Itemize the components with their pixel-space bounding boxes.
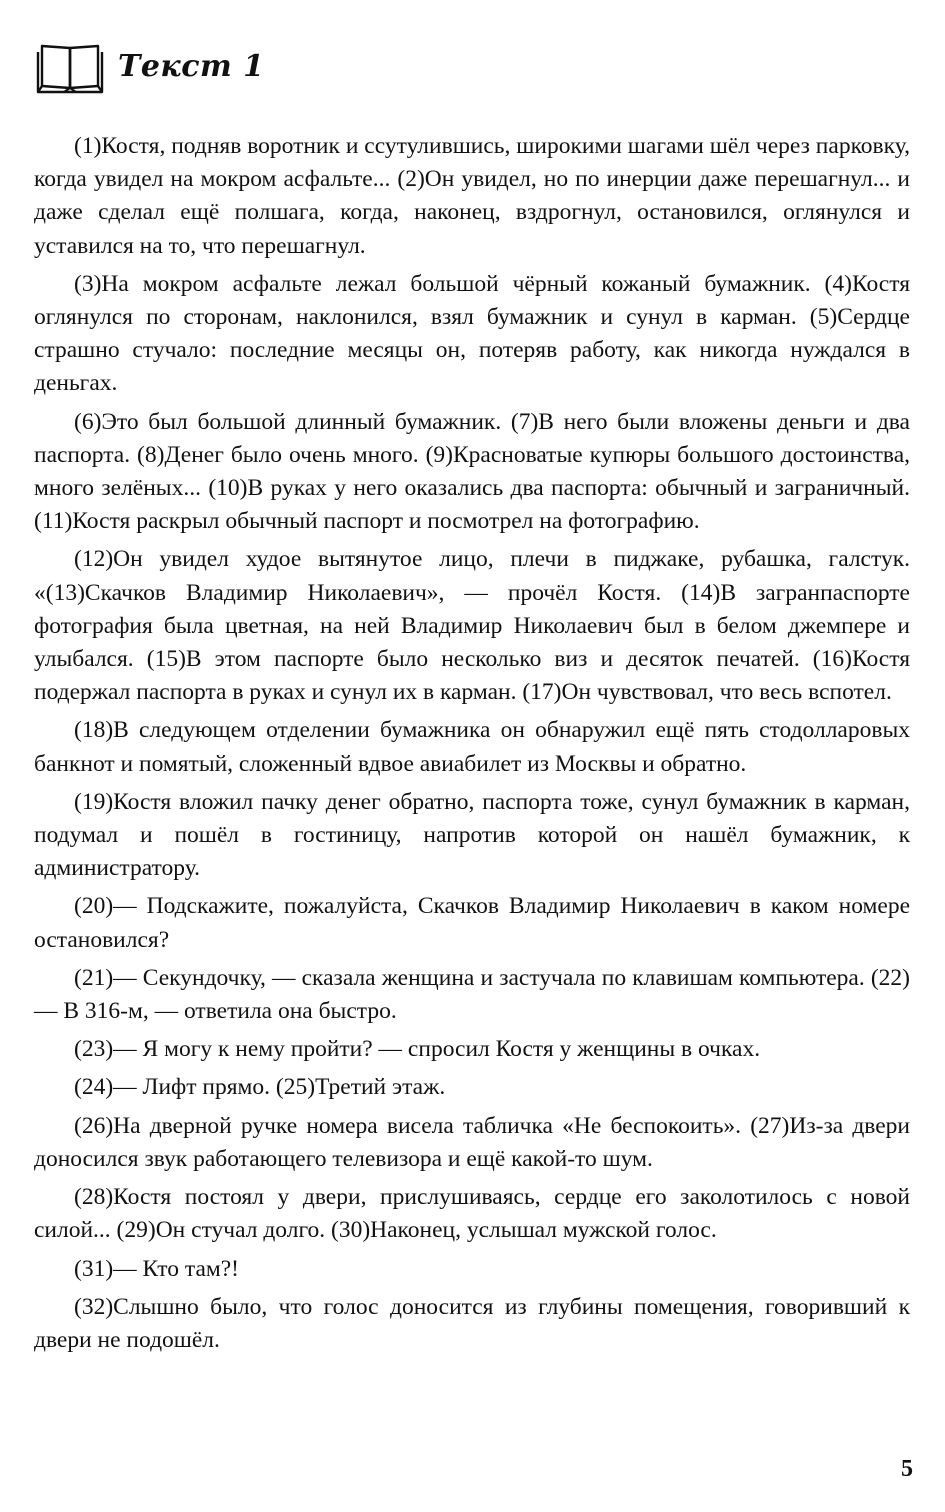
paragraph: (28)Костя постоял у двери, прислушиваясь, сердце его заколотилось с новой силой... (29)Он стучал долго. (30)Наконец, услышал мужской голос. <box>34 1184 910 1244</box>
page-title: Текст 1 <box>118 48 265 84</box>
paragraph: (19)Костя вложил пачку денег обратно, паспорта тоже, сунул бумажник в карман, подумал и пошёл в гостиницу, напротив которой он нашёл бумажник, к администратору. <box>34 788 910 882</box>
paragraph: (1)Костя, подняв воротник и ссутулившись, широкими шагами шёл через парковку, когда увидел на мокром асфальте... (2)Он увидел, но по инерции даже перешагнул... и даже сделал ещё полшага, когда, наконец, вздрогнул, остановился, оглянулся и уставился на то, что перешагнул. <box>34 133 910 259</box>
open-book-icon <box>34 38 106 94</box>
paragraph: (21)— Секундочку, — сказала женщина и застучала по клавишам компьютера. (22)— В 316-м, — ответила она быстро. <box>34 964 910 1025</box>
paragraph: (26)На дверной ручке номера висела табличка «Не беспокоить». (27)Из-за двери доносился звук работающего телевизора и ещё какой-то шум. <box>34 1112 910 1172</box>
paragraph: (32)Слышно было, что голос доносится из глубины помещения, говоривший к двери не подошёл. <box>34 1293 910 1353</box>
paragraph: (3)На мокром асфальте лежал большой чёрный кожаный бумажник. (4)Костя оглянулся по сторонам, наклонился, взял бумажник и сунул в карман. (5)Сердце страшно стучало: последние месяцы он, потеряв работу, как никогда нуждался в деньгах. <box>34 270 910 397</box>
paragraph: (6)Это был большой длинный бумажник. (7)В него были вложены деньги и два паспорта. (8)Денег было очень много. (9)Красноватые купюры большого достоинства, много зелёных... (10)В руках у него оказались два паспорта: обычный и заграничный. (11)Костя раскрыл обычный паспорт и посмотрел на фотографию. <box>34 408 910 535</box>
page-header <box>34 36 265 96</box>
paragraph: (24)— Лифт прямо. (25)Третий этаж. <box>74 1074 446 1101</box>
story-text <box>34 130 910 1362</box>
paragraph: (31)— Кто там?! <box>74 1255 240 1282</box>
paragraph: (20)— Подскажите, пожалуйста, Скачков Владимир Николаевич в каком номере остановился? <box>34 893 910 953</box>
paragraph: (23)— Я могу к нему пройти? — спросил Костя у женщины в очках. <box>74 1036 761 1063</box>
page-number: 5 <box>901 1456 913 1482</box>
paragraph: (18)В следующем отделении бумажника он обнаружил ещё пять стодолларовых банкнот и помятый, сложенный вдвое авиабилет из Москвы и обратно. <box>34 717 910 777</box>
paragraph: (12)Он увидел худое вытянутое лицо, плечи в пиджаке, рубашка, галстук. «(13)Скачков Владимир Николаевич», — прочёл Костя. (14)В загранпаспорте фотография была цветная, на ней Владимир Николаевич был в белом джемпере и улыбался. (15)В этом паспорте было несколько виз и десяток печатей. (16)Костя подержал паспорта в руках и сунул их в карман. (17)Он чувствовал, что весь вспотел. <box>34 546 910 706</box>
